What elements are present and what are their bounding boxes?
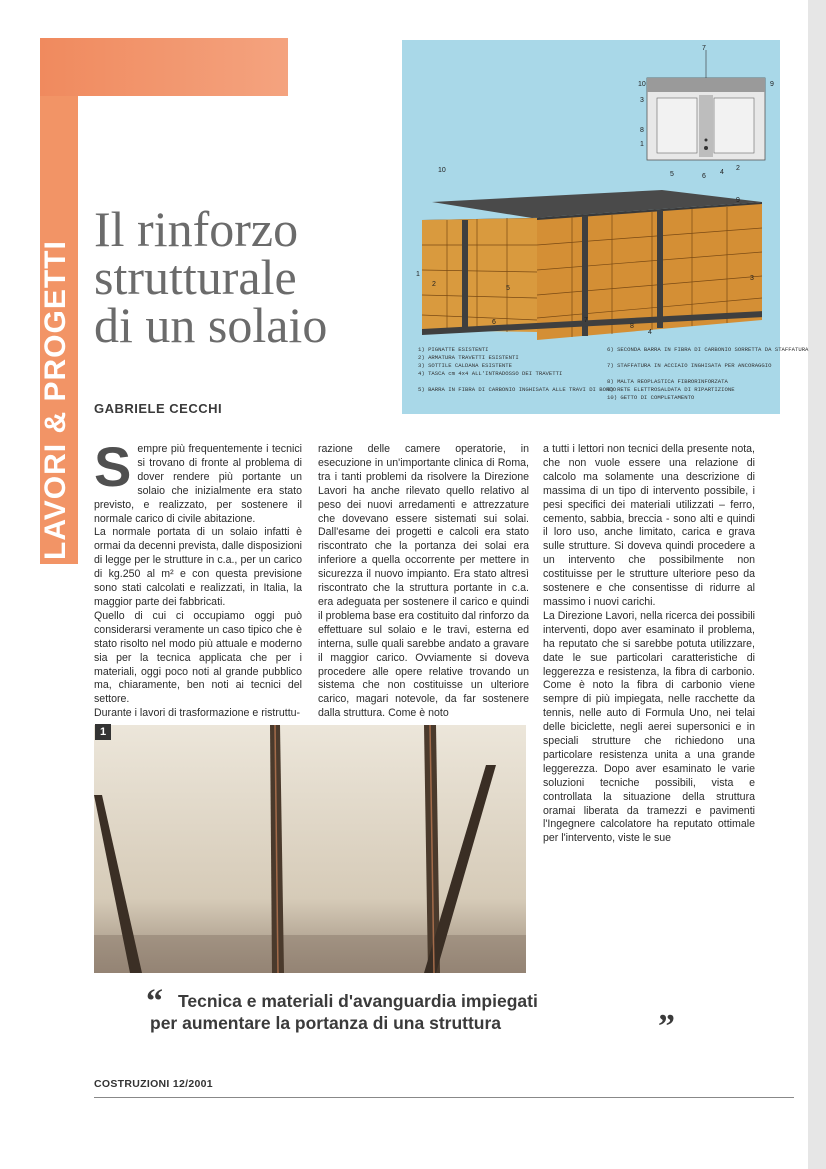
svg-text:6: 6 [702,173,706,180]
legend-item-1: 1) PIGNATTE ESISTENTI [418,346,489,353]
quote-line-1: Tecnica e materiali d'avanguardia impiegati [178,991,538,1011]
article-title [94,201,394,353]
svg-text:7: 7 [584,317,588,324]
ceiling-photo [94,725,526,973]
title-line-1: Il rinforzo [94,201,299,257]
section-label-left: LAVORI [39,442,72,560]
ceiling-photo-image [94,725,526,973]
svg-text:8: 8 [640,127,644,134]
isometric-slab [416,167,762,340]
legend-item-2: 2) ARMATURA TRAVETTI ESISTENTI [418,354,519,361]
text-column-1 [94,435,302,721]
svg-text:3: 3 [750,275,754,282]
col2-paragraph-1: razione delle camere operatorie, in esecuzione in un'importante clinica di Roma, tra i tanti problemi da risolvere la Direzione Lavori ha anche rilevato quello relativo al peso dei nuovi arredamenti e attrezzature che dovevano essere sistemati sui solai. Dall'esame dei progetti e calcoli era stato riscontrato che la portanza dei solai era inferiore a quella occorrente per mettere in sicurezza il nuovo impianto. Era stato altresì riscontrato che la struttura portante in c.a. era adeguata per sostenere il carico e quindi il problema base era costituito dal rinforzo da effettuare sul solaio e le travi, esterna ed interna, sulle quali sarebbe andato a gravare il maggior carico. Ovviamente si doveva procedere alle opere relative trovando un sistema che non costituisse un ulteriore carico, magari notevole, da far sostenere dalla struttura. Come è noto [318,443,529,720]
legend-item-8: 8) MALTA REOPLASTICA FIBRORINFORZATA [607,378,728,385]
col1-paragraph-2: La normale portata di un solaio infatti è ormai da decenni prevista, dalle disposizioni di legge per le strutture in c.a., per un carico di kg.250 al m² e con questa previsione sono stati calcolati e realizzati, in Italia, la maggior parte dei fabbricati. [94,526,302,608]
quote-line-2: per aumentare la portanza di una struttura [150,1013,502,1033]
legend-item-5: 5) BARRA IN FIBRA DI CARBONIO INGHISATA ALLE TRAVI DI BORDO [418,386,617,393]
svg-text:1: 1 [640,141,644,148]
svg-text:5: 5 [506,285,510,292]
photo-number-badge: 1 [95,724,111,740]
svg-text:9: 9 [736,197,740,204]
title-line-3: di un solaio [94,297,328,353]
svg-text:9: 9 [770,81,774,88]
col3-paragraph-1: a tutti i lettori non tecnici della presente nota, che non vuole essere una relazione di calcolo ma solamente una descrizione di massima di un tipo di intervento possibile, i pesi specifici dei materiali utilizzati – ferro, cemento, sabbia, breccia - sono alti e quindi il loro uso, anche limitato, carica e grava sulle strutture. Si doveva quindi procedere a un intervento che possibilmente non costituisse per le strutture ulteriore peso da sostenere e che consentisse di ridurre al massimo i nuovi carichi. [543,443,755,608]
svg-text:10: 10 [638,81,646,88]
legend-item-4: 4) TASCA cm 4x4 ALL'INTRADOSSO DEI TRAVETTI [418,370,563,377]
legend-item-3: 3) SOTTILE CALDANA ESISTENTE [418,362,512,369]
diagram-legend [418,346,809,401]
section-label-right: PROGETTI [39,240,72,402]
svg-text:7: 7 [702,45,706,52]
text-column-2 [318,443,529,721]
svg-text:1: 1 [416,271,420,278]
legend-item-9: 9) RETE ELETTROSALDATA DI RIPARTIZIONE [607,386,735,393]
svg-text:3: 3 [640,97,644,104]
text-column-3 [543,443,755,846]
svg-text:2: 2 [736,165,740,172]
drop-cap: S [94,435,132,498]
col3-paragraph-2: La Direzione Lavori, nella ricerca dei possibili interventi, dopo aver esaminato il problema, ha reputato che si sarebbe potuta utilizzare, date le sue particolari caratteristiche di leggerezza e resistenza, la fibra di carbonio. Come è noto la fibra di carbonio viene sempre di più impiegata, nelle racchette da tennis, nelle auto di Formula Uno, nei telai delle biciclette, negli aerei supersonici e in speciali strutture che richiedono una particolare resistenza unita a una grande leggerezza. Dopo aver esaminato le varie soluzioni tecniche possibili, vista e controllata la situazione della struttura oramai liberata da tramezzi e pavimenti l'Ingegnere calcolatore ha reputato ottimale per l'intervento, viste le sue [543,609,755,845]
svg-text:2: 2 [432,281,436,288]
orange-header-bar [40,38,288,96]
legend-item-6: 6) SECONDA BARRA IN FIBRA DI CARBONIO SORRETTA DA STAFFATURA [607,346,809,353]
quote-open-mark: “ [146,983,163,1020]
footer-rule [94,1097,794,1098]
author-name: GABRIELE CECCHI [94,401,223,416]
col1-paragraph-3: Quello di cui ci occupiamo oggi può considerarsi veramente un caso tipico che è stato risolto nel modo più attuale e moderno sia per la tecnica applicata che per i materiali, oggi poco noti al grande pubblico ma, chiaramente, ben noti ai tecnici del settore. [94,609,302,706]
title-line-2: strutturale [94,249,297,305]
svg-text:6: 6 [492,319,496,326]
col1-paragraph-4: Durante i lavori di trasformazione e ristruttu- [94,707,301,720]
svg-text:8: 8 [630,323,634,330]
floor-diagram [402,40,809,414]
quote-close-mark: ” [658,1008,675,1045]
page-footer: COSTRUZIONI 12/2001 [94,1078,213,1090]
svg-text:10: 10 [438,167,446,174]
svg-text:4: 4 [720,169,724,176]
legend-item-10: 10) GETTO DI COMPLETAMENTO [607,394,695,401]
legend-item-7: 7) STAFFATURA IN ACCIAIO INGHISATA PER ANCORAGGIO [607,362,772,369]
svg-text:5: 5 [670,171,674,178]
floor-diagram-figure [402,40,809,414]
svg-text:4: 4 [648,329,652,336]
section-label-amp: & [39,410,72,434]
cross-section-detail [638,45,774,180]
col1-paragraph-1: empre più frequentemente i tecnici si trovano di fronte al problema di dover rendere più portante un solaio che inizialmente era stato previsto, e realizzato, per sostenere il normale carico di civile abitazione. [94,443,302,525]
